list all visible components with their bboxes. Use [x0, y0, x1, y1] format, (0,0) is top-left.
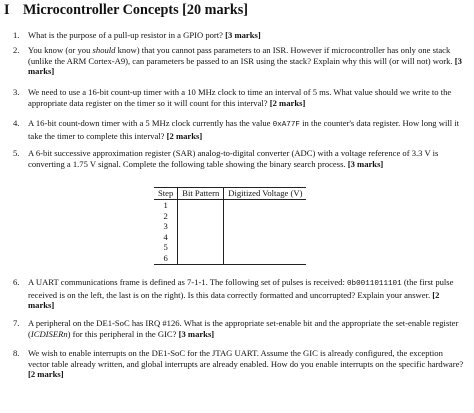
voltage-cell	[224, 221, 307, 232]
table-row	[154, 242, 306, 253]
table-header-digitized-voltage: Digitized Voltage (V)	[224, 188, 307, 200]
question-text	[28, 348, 465, 380]
question-8	[13, 348, 465, 380]
sar-table	[154, 187, 306, 265]
bit-pattern-cell	[178, 211, 224, 222]
step-cell: 5	[154, 242, 178, 253]
question-number: 2.	[13, 45, 20, 55]
question-3	[13, 87, 465, 108]
question-text	[28, 318, 465, 339]
text-run: What is the purpose of a pull-up resistor in a GPIO port?	[28, 30, 226, 40]
voltage-cell	[224, 232, 307, 243]
question-7	[13, 318, 465, 339]
step-cell: 6	[154, 253, 178, 264]
step-cell: 4	[154, 232, 178, 243]
text-run: A UART communications frame is defined as 7-1-1. The following set of pulses is received:	[28, 277, 347, 287]
table-row	[154, 232, 306, 243]
text-run: ) for this peripheral in the GIC?	[67, 328, 179, 339]
voltage-cell	[224, 242, 307, 253]
step-cell: 2	[154, 211, 178, 222]
table-header-step: Step	[154, 188, 178, 200]
bit-pattern-cell	[178, 232, 224, 243]
text-run: You know (or you	[28, 45, 93, 55]
text-run: A peripheral on the DE1-SoC has IRQ #126. What is the appropriate set-enable bit and the appropriate the set-enable register (	[28, 318, 459, 339]
section-title: Microcontroller Concepts [20 marks]	[23, 2, 248, 18]
question-text	[28, 45, 465, 77]
bit-pattern-cell	[178, 253, 224, 264]
bit-pattern-cell	[178, 221, 224, 232]
question-number: 8.	[13, 348, 20, 358]
voltage-cell	[224, 253, 307, 264]
emphasis-text: ICDISERn	[30, 328, 68, 339]
marks-label: [2 marks]	[269, 97, 306, 108]
question-5	[13, 148, 465, 169]
code-literal: 0b0011011101	[346, 280, 402, 288]
question-number: 1.	[13, 30, 20, 40]
question-text	[28, 118, 465, 141]
step-cell: 1	[154, 200, 178, 211]
question-text	[28, 277, 465, 311]
marks-label: [3 marks]	[347, 158, 384, 169]
bit-pattern-cell	[178, 200, 224, 211]
question-number: 3.	[13, 87, 20, 97]
question-1	[13, 30, 465, 41]
text-run: We wish to enable interrupts on the DE1-SoC for the JTAG UART. Assume the GIC is already configured, the exception vector table already written, and global interrupts are already enabled. How do you enable interrupts on the specific hardware?	[28, 348, 464, 369]
question-6	[13, 277, 465, 311]
table-row	[154, 221, 306, 232]
question-text	[28, 148, 465, 169]
text-run: A 6-bit successive approximation register (SAR) analog-to-digital converter (ADC) with a voltage reference of 3.3 V is converting a 1.75 V signal. Complete the following table showing the binary search process.	[28, 148, 439, 169]
marks-label: [2 marks]	[166, 130, 203, 141]
question-number: 4.	[13, 118, 20, 128]
step-cell: 3	[154, 221, 178, 232]
text-run: in the counter's data register. How long will it take the timer to complete this interval?	[28, 118, 460, 141]
voltage-cell	[224, 200, 307, 211]
question-number: 7.	[13, 318, 20, 328]
marks-label: [3 marks]	[178, 328, 215, 339]
table-row	[154, 253, 306, 264]
marks-label: [3 marks]	[225, 30, 261, 40]
code-literal: 0xA77F	[272, 121, 300, 129]
marks-label: [3 marks]	[28, 55, 462, 76]
table-row	[154, 200, 306, 211]
emphasis-text: should	[92, 45, 116, 55]
section-heading	[4, 2, 248, 19]
question-text	[28, 30, 465, 41]
text-run: know) that you cannot pass parameters to an ISR. However if microcontroller has only one stack (unlike the ARM Cortex-A9), can parameters be passed to an ISR using the stack? Explain why this will (or will not) work.	[28, 45, 455, 66]
question-2	[13, 45, 465, 77]
text-run: (the first pulse received is on the left, the last is on the right). Is this data correctly formatted and uncorrupted? Explain your answer.	[28, 277, 454, 300]
question-number: 6.	[13, 277, 20, 287]
question-text	[28, 87, 465, 108]
table-row	[154, 211, 306, 222]
bit-pattern-cell	[178, 242, 224, 253]
text-run: We need to use a 16-bit count-up timer with a 10 MHz clock to time an interval of 5 ms. What value should we write to the appropriate data register on the timer so it will count for this interval?	[28, 87, 452, 108]
table-header-bit-pattern: Bit Pattern	[178, 188, 224, 200]
text-run: A 16-bit count-down timer with a 5 MHz clock currently has the value	[28, 118, 273, 128]
marks-label: [2 marks]	[28, 369, 64, 379]
voltage-cell	[224, 211, 307, 222]
question-4	[13, 118, 465, 141]
question-number: 5.	[13, 148, 20, 158]
marks-label: [2 marks]	[28, 289, 440, 310]
section-number: I	[4, 2, 10, 18]
